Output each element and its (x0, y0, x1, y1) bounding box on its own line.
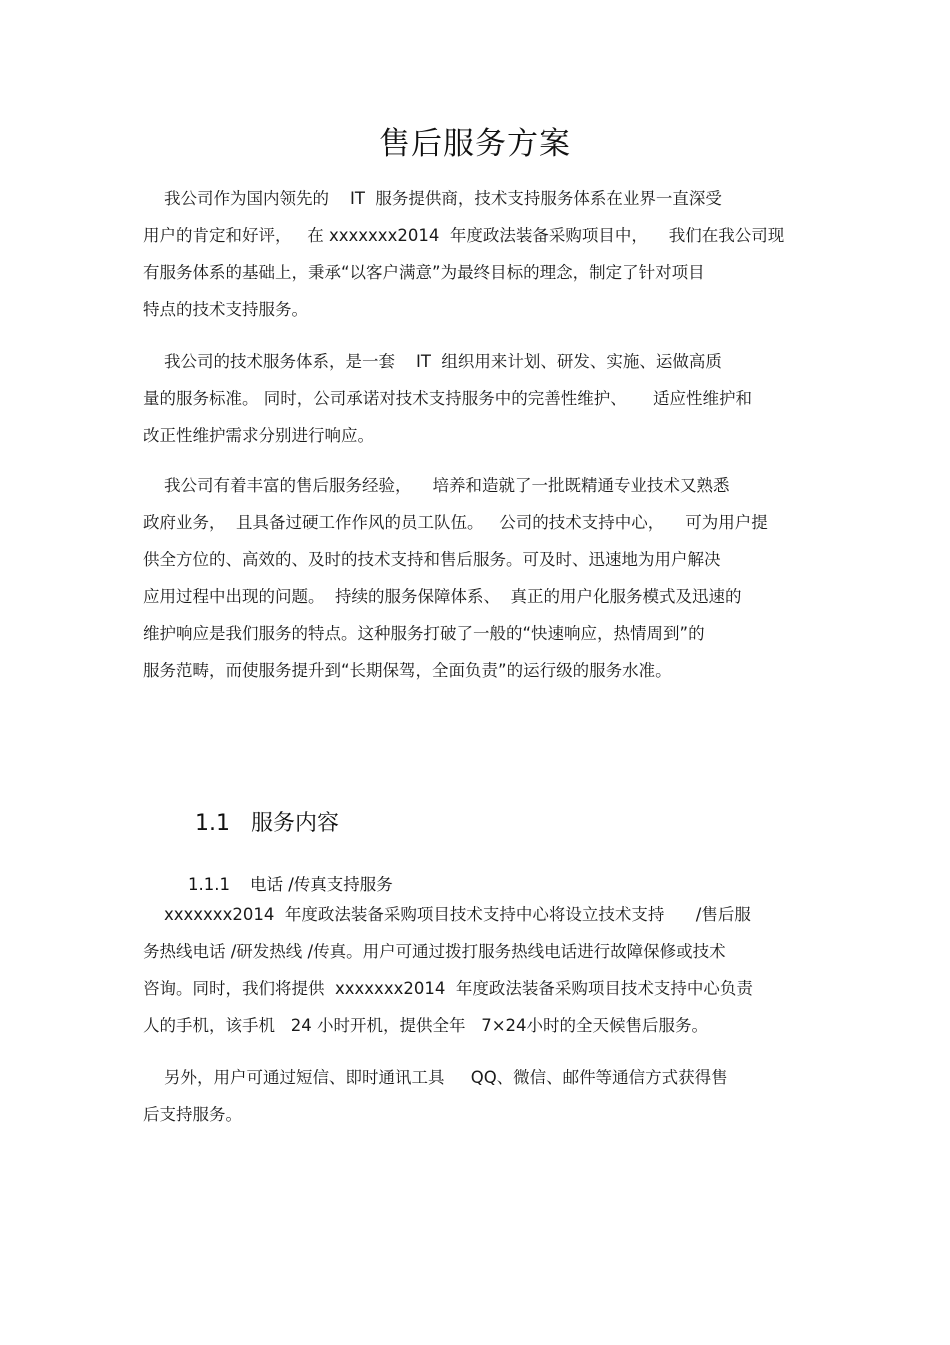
paragraph-line: 特点的技术支持服务。 (143, 300, 308, 319)
paragraph-line: 另外，用户可通过短信、即时通讯工具 QQ、微信、邮件等通信方式获得售 (143, 1068, 728, 1087)
section-paragraph-1 (143, 896, 823, 1044)
paragraph-line: 人的手机，该手机 24 小时开机，提供全年 7×24小时的全天候售后服务。 (143, 1016, 709, 1035)
intro-paragraph-1 (143, 180, 823, 328)
paragraph-line: 后支持服务。 (143, 1105, 242, 1124)
section-number: 1.1 (194, 811, 230, 836)
paragraph-line: 供全方位的、高效的、及时的技术支持和售后服务。可及时、迅速地为用户解决 (143, 550, 721, 569)
paragraph-line: 应用过程中出现的问题。 持续的服务保障体系、 真正的用户化服务模式及迅速的 (143, 587, 742, 606)
section-title: 服务内容 (250, 811, 339, 836)
paragraph-line: 有服务体系的基础上，秉承“以客户满意”为最终目标的理念，制定了针对项目 (143, 263, 705, 282)
paragraph-line: xxxxxxx2014 年度政法装备采购项目技术支持中心将设立技术支持 /售后服 (143, 905, 751, 924)
paragraph-line: 量的服务标准。 同时，公司承诺对技术支持服务中的完善性维护、 适应性维护和 (143, 389, 752, 408)
paragraph-line: 改正性维护需求分别进行响应。 (143, 426, 374, 445)
section-paragraph-2 (143, 1059, 823, 1133)
paragraph-line: 用户的肯定和好评， 在 xxxxxxx2014 年度政法装备采购项目中， 我们在我公司现 (143, 226, 785, 245)
paragraph-line: 维护响应是我们服务的特点。这种服务打破了一般的“快速响应，热情周到”的 (143, 624, 705, 643)
intro-paragraph-3 (143, 467, 823, 689)
paragraph-line: 我公司的技术服务体系，是一套 IT 组织用来计划、研发、实施、运做高质 (143, 352, 722, 371)
paragraph-line: 咨询。同时，我们将提供 xxxxxxx2014 年度政法装备采购项目技术支持中心负责 (143, 979, 753, 998)
paragraph-line: 服务范畴，而使服务提升到“长期保驾，全面负责”的运行级的服务水准。 (143, 661, 672, 680)
paragraph-line: 我公司有着丰富的售后服务经验， 培养和造就了一批既精通专业技术又熟悉 (143, 476, 730, 495)
paragraph-line: 务热线电话 /研发热线 /传真。用户可通过拨打服务热线电话进行故障保修或技术 (143, 942, 726, 961)
section-title: 电话 /传真支持服务 (249, 875, 393, 894)
intro-paragraph-2 (143, 343, 823, 454)
paragraph-line: 我公司作为国内领先的 IT 服务提供商，技术支持服务体系在业界一直深受 (143, 189, 722, 208)
document-title: 售后服务方案 (379, 126, 571, 162)
paragraph-line: 政府业务， 且具备过硬工作作风的员工队伍。 公司的技术支持中心， 可为用户提 (143, 513, 768, 532)
section-number: 1.1.1 (187, 875, 230, 894)
